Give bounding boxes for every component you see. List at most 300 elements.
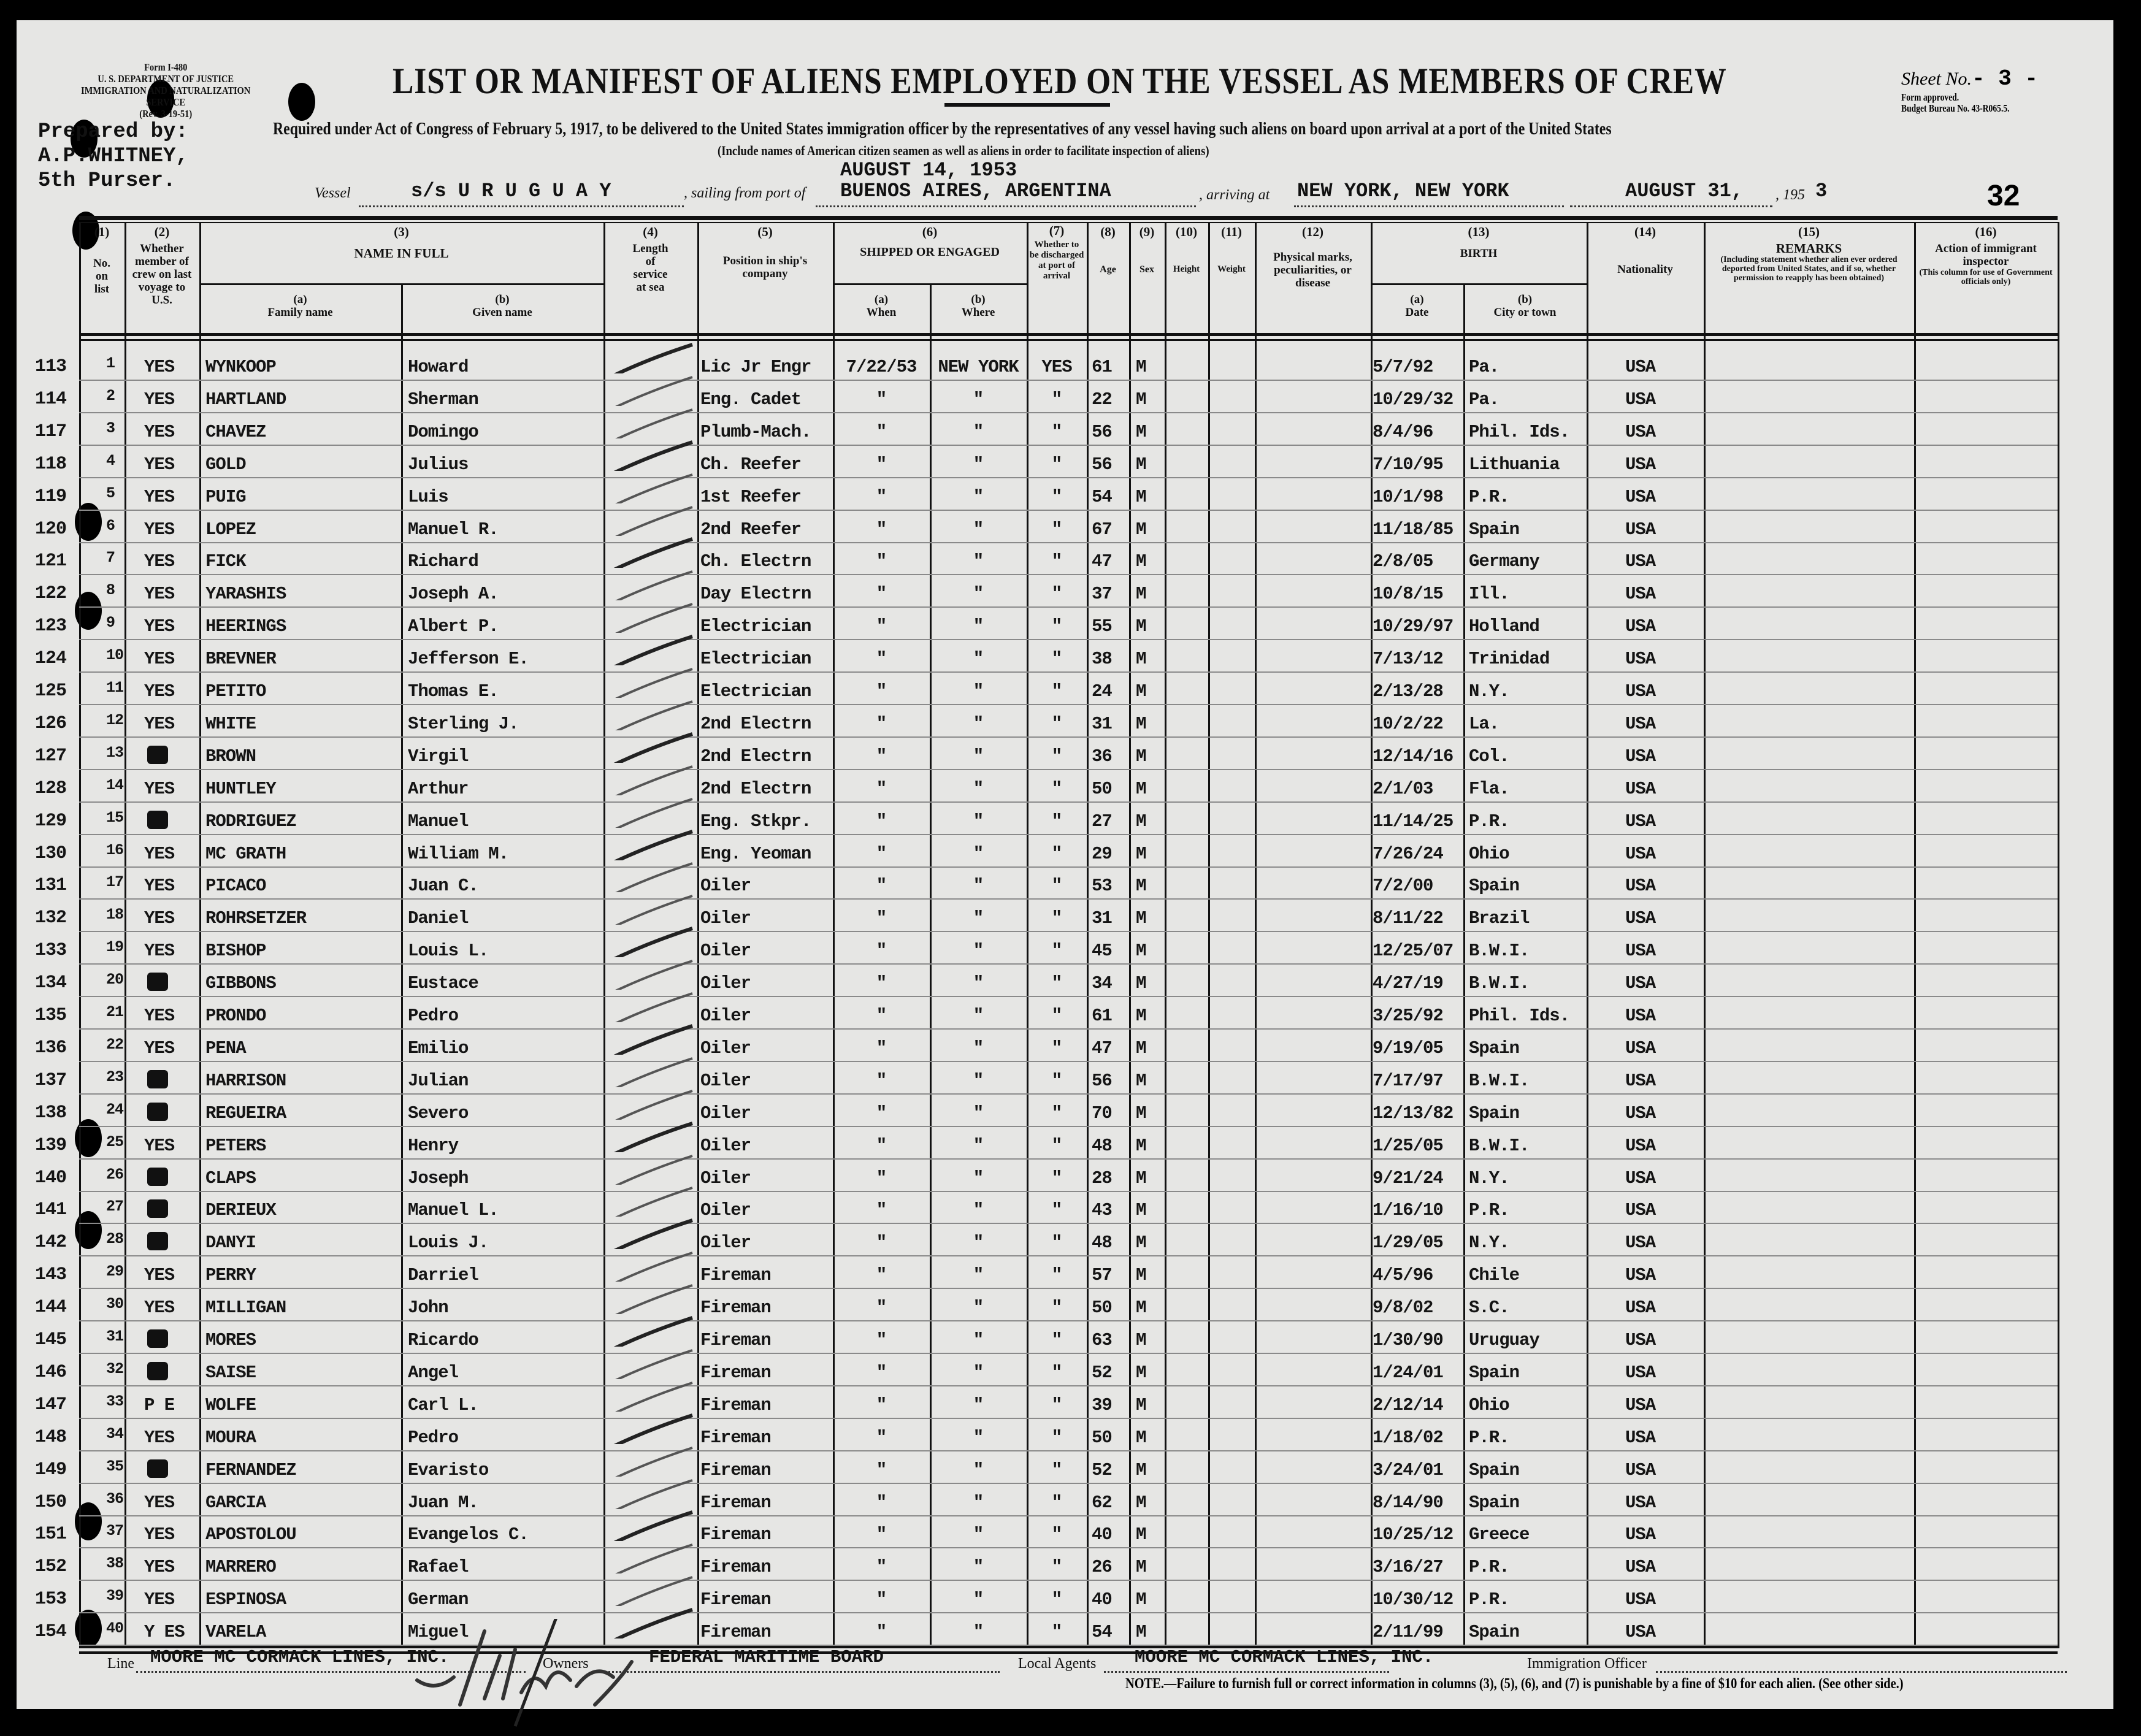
- list-number: 2: [106, 386, 115, 405]
- department: U. S. DEPARTMENT OF JUSTICE: [98, 73, 234, 85]
- shipped-where: ": [973, 1298, 984, 1318]
- birth-date: 12/25/07: [1373, 941, 1454, 962]
- shipped-where: ": [973, 1200, 984, 1221]
- sheet-value: - 3 -: [1971, 66, 2039, 91]
- birth-city: Fla.: [1469, 778, 1509, 799]
- list-number: 28: [106, 1230, 124, 1248]
- given-name: Pedro: [408, 1427, 459, 1448]
- position: Fireman: [700, 1427, 771, 1448]
- local-agents: MOORE MC CORMACK LINES, INC.: [1135, 1647, 1434, 1667]
- sailing-date: AUGUST 14, 1953: [840, 159, 1017, 182]
- shipped-where: ": [973, 1589, 984, 1610]
- sheet-number: [1901, 66, 2038, 91]
- position: Fireman: [700, 1524, 771, 1545]
- birth-date: 2/8/05: [1373, 551, 1433, 572]
- shipped-where: ": [973, 486, 984, 507]
- position: Ch. Reefer: [700, 454, 802, 475]
- position: Oiler: [700, 1103, 751, 1123]
- pen-check-mark: [603, 1217, 695, 1249]
- birth-date: 2/11/99: [1373, 1622, 1443, 1643]
- shipped-when: ": [876, 616, 887, 637]
- birth-city: P.R.: [1469, 1557, 1509, 1578]
- shipped-where: ": [973, 616, 984, 637]
- family-name: GARCIA: [205, 1492, 266, 1513]
- birth-city: Brazil: [1469, 908, 1530, 929]
- col-header-family-name: [199, 293, 401, 319]
- previous-voyage: YES: [144, 713, 175, 734]
- birth-city: Ill.: [1469, 584, 1509, 605]
- age: 48: [1092, 1233, 1112, 1253]
- table-row: [35, 963, 2058, 997]
- given-name: German: [408, 1589, 469, 1610]
- family-name: BISHOP: [205, 941, 266, 962]
- table-row: [35, 1158, 2058, 1192]
- blotted-entry: [147, 973, 168, 991]
- family-name: PETITO: [205, 681, 266, 702]
- sex: M: [1136, 1200, 1146, 1221]
- sex: M: [1136, 876, 1146, 897]
- shipped-where: ": [973, 519, 984, 540]
- nationality: USA: [1625, 811, 1656, 832]
- nationality: USA: [1625, 1168, 1656, 1188]
- nationality: USA: [1625, 1459, 1656, 1480]
- sheet-line-number: 130: [35, 843, 67, 864]
- col-header-where: [930, 293, 1027, 319]
- list-number: 26: [106, 1165, 124, 1183]
- pen-check-mark: [603, 600, 695, 633]
- list-number: 35: [106, 1457, 124, 1475]
- sheet-line-number: 124: [35, 648, 67, 670]
- sub-col-label: When: [866, 306, 897, 319]
- shipped-when: ": [876, 1298, 887, 1318]
- sex: M: [1136, 1492, 1146, 1513]
- table-row: [35, 1255, 2058, 1289]
- shipped-where: ": [973, 778, 984, 799]
- blotted-entry: [147, 811, 168, 829]
- vessel-field-line: [359, 205, 684, 207]
- table-row: [35, 704, 2058, 738]
- position: 1st Reefer: [700, 486, 802, 507]
- list-number: 20: [106, 971, 124, 989]
- nationality: USA: [1625, 1038, 1656, 1058]
- birth-city: N.Y.: [1469, 1168, 1509, 1188]
- birth-city: B.W.I.: [1469, 1135, 1530, 1156]
- sex: M: [1136, 357, 1146, 377]
- col-number: (6): [922, 224, 938, 239]
- discharge-at-port: ": [1051, 876, 1062, 897]
- position: 2nd Electrn: [700, 713, 811, 734]
- sex: M: [1136, 908, 1146, 929]
- pen-check-mark: [603, 1508, 695, 1541]
- sheet-line-number: 131: [35, 875, 67, 897]
- birth-date: 2/12/14: [1373, 1394, 1443, 1415]
- sheet-line-number: 134: [35, 973, 67, 994]
- previous-voyage: YES: [144, 551, 175, 572]
- sub-col-label: Where: [961, 306, 995, 319]
- family-name: CLAPS: [205, 1168, 256, 1188]
- sheet-line-number: 145: [35, 1329, 67, 1350]
- table-row: [35, 898, 2058, 932]
- shipped-where: ": [973, 1103, 984, 1123]
- nationality: USA: [1625, 941, 1656, 962]
- list-number: 36: [106, 1489, 124, 1508]
- list-number: 24: [106, 1100, 124, 1118]
- previous-voyage: YES: [144, 778, 175, 799]
- col-header-prev-voyage: [124, 226, 199, 307]
- list-number: 39: [106, 1587, 124, 1605]
- shipped-where: ": [973, 973, 984, 994]
- family-name: GOLD: [205, 454, 246, 475]
- table-row: [35, 1126, 2058, 1160]
- col-header-name: [199, 226, 603, 260]
- col-label: No. on list: [93, 257, 110, 296]
- pen-check-mark: [603, 1444, 695, 1477]
- sex: M: [1136, 649, 1146, 670]
- pen-check-mark: [603, 1055, 695, 1087]
- immigration-officer-label: Immigration Officer: [1527, 1656, 1647, 1672]
- family-name: GIBBONS: [205, 973, 276, 994]
- sheet-line-number: 118: [35, 453, 67, 475]
- family-name: CHAVEZ: [205, 421, 266, 442]
- nationality: USA: [1625, 1557, 1656, 1578]
- sub-col-letter: (b): [971, 293, 986, 306]
- pen-check-mark: [603, 925, 695, 957]
- pen-check-mark: [603, 828, 695, 860]
- col-number: (7): [1049, 223, 1065, 238]
- birth-date: 5/7/92: [1373, 357, 1433, 377]
- given-name: Ricardo: [408, 1330, 478, 1350]
- shipped-where: ": [973, 1557, 984, 1578]
- position: Eng. Cadet: [700, 389, 802, 410]
- shipped-when: ": [876, 941, 887, 962]
- shipped-when: ": [876, 843, 887, 864]
- shipped-where: ": [973, 876, 984, 897]
- previous-voyage: YES: [144, 486, 175, 507]
- sex: M: [1136, 1330, 1146, 1350]
- subtitle: Required under Act of Congress of February 5, 1917, to be delivered to the United States immigration officer by the representatives of any vessel having such aliens on board upon arrival at a port of the United States: [273, 119, 1612, 139]
- col-number: (4): [643, 224, 658, 239]
- shipped-when: ": [876, 1589, 887, 1610]
- col-label: Action of immigrant inspector: [1935, 242, 2037, 268]
- form-identifier: [80, 61, 252, 120]
- given-name: William M.: [408, 843, 509, 864]
- age: 27: [1092, 811, 1112, 832]
- blotted-entry: [147, 1070, 168, 1088]
- family-name: APOSTOLOU: [205, 1524, 296, 1545]
- position: 2nd Reefer: [700, 519, 802, 540]
- shipped-where: ": [973, 649, 984, 670]
- sheet-line-number: 121: [35, 551, 67, 572]
- previous-voyage: YES: [144, 1524, 175, 1545]
- discharge-at-port: ": [1051, 1330, 1062, 1350]
- birth-date: 4/27/19: [1373, 973, 1443, 994]
- page-title: LIST OR MANIFEST OF ALIENS EMPLOYED ON THE VESSEL AS MEMBERS OF CREW: [393, 61, 1727, 101]
- given-name: Manuel R.: [408, 519, 499, 540]
- table-row: [35, 639, 2058, 673]
- list-number: 18: [106, 906, 124, 924]
- birth-city: P.R.: [1469, 1427, 1509, 1448]
- position: Oiler: [700, 941, 751, 962]
- family-name: YARASHIS: [205, 584, 286, 605]
- list-number: 29: [106, 1263, 124, 1281]
- nationality: USA: [1625, 1492, 1656, 1513]
- pen-check-mark: [603, 1314, 695, 1347]
- birth-city: Pa.: [1469, 389, 1499, 410]
- given-name: Louis J.: [408, 1233, 489, 1253]
- age: 29: [1092, 843, 1112, 864]
- family-name: DANYI: [205, 1233, 256, 1253]
- list-number: 32: [106, 1359, 124, 1378]
- position: Ch. Electrn: [700, 551, 811, 572]
- nationality: USA: [1625, 1200, 1656, 1221]
- sex: M: [1136, 1589, 1146, 1610]
- col-header-physical-marks: [1255, 226, 1371, 289]
- shipped-where: ": [973, 551, 984, 572]
- position: Oiler: [700, 973, 751, 994]
- table-row: [35, 1028, 2058, 1062]
- shipped-when: ": [876, 584, 887, 605]
- discharge-at-port: ": [1051, 1038, 1062, 1058]
- family-name: RODRIGUEZ: [205, 811, 296, 832]
- age: 50: [1092, 1298, 1112, 1318]
- table-row: [35, 347, 2058, 381]
- birth-date: 10/30/12: [1373, 1589, 1454, 1610]
- birth-date: 7/26/24: [1373, 843, 1443, 864]
- nationality: USA: [1625, 1103, 1656, 1123]
- shipped-when: ": [876, 421, 887, 442]
- nationality: USA: [1625, 1265, 1656, 1286]
- sheet-line-number: 139: [35, 1134, 67, 1156]
- age: 38: [1092, 649, 1112, 670]
- sex: M: [1136, 1459, 1146, 1480]
- birth-date: 8/14/90: [1373, 1492, 1443, 1513]
- age: 56: [1092, 421, 1112, 442]
- family-name: HARRISON: [205, 1070, 286, 1091]
- sheet-line-number: 152: [35, 1556, 67, 1578]
- previous-voyage: YES: [144, 681, 175, 702]
- table-row: [35, 1450, 2058, 1484]
- birth-date: 10/29/32: [1373, 389, 1454, 410]
- birth-city: Holland: [1469, 616, 1539, 637]
- given-name: Daniel: [408, 908, 469, 929]
- nationality: USA: [1625, 616, 1656, 637]
- birth-city: N.Y.: [1469, 1233, 1509, 1253]
- discharge-at-port: ": [1051, 843, 1062, 864]
- family-name: MILLIGAN: [205, 1298, 286, 1318]
- pen-check-mark: [603, 1120, 695, 1152]
- family-name: HUNTLEY: [205, 778, 276, 799]
- age: 31: [1092, 908, 1112, 929]
- shipped-where: ": [973, 843, 984, 864]
- nationality: USA: [1625, 1524, 1656, 1545]
- pen-check-mark: [603, 438, 695, 471]
- sex: M: [1136, 746, 1146, 767]
- sub-col-letter: (a): [293, 293, 307, 306]
- age: 47: [1092, 551, 1112, 572]
- col-label: NAME IN FULL: [354, 246, 449, 261]
- birth-city: Spain: [1469, 1492, 1520, 1513]
- col-number: (1): [94, 224, 110, 239]
- shipped-where: ": [973, 1362, 984, 1383]
- position: Fireman: [700, 1298, 771, 1318]
- preparer-name: A.P.WHITNEY,: [38, 145, 188, 168]
- birth-city: Greece: [1469, 1524, 1530, 1545]
- pen-check-mark: [603, 1477, 695, 1509]
- birth-city: Germany: [1469, 551, 1539, 572]
- sheet-line-number: 137: [35, 1069, 67, 1091]
- birth-date: 12/14/16: [1373, 746, 1454, 767]
- previous-voyage: YES: [144, 843, 175, 864]
- shipped-when: ": [876, 908, 887, 929]
- given-name: Luis: [408, 486, 448, 507]
- position: Electrician: [700, 681, 811, 702]
- sex: M: [1136, 811, 1146, 832]
- pen-check-mark: [603, 1282, 695, 1314]
- list-number: 5: [106, 484, 115, 502]
- discharge-at-port: ": [1051, 1070, 1062, 1091]
- shipped-where: ": [973, 1622, 984, 1643]
- table-row: [35, 801, 2058, 835]
- sex: M: [1136, 1557, 1146, 1578]
- shipped-when: ": [876, 649, 887, 670]
- given-name: Rafael: [408, 1557, 469, 1578]
- discharge-at-port: ": [1051, 811, 1062, 832]
- sheet-line-number: 132: [35, 908, 67, 929]
- list-number: 10: [106, 646, 124, 665]
- col-label: Position in ship's company: [722, 254, 808, 280]
- blotted-entry: [147, 1459, 168, 1478]
- pen-check-mark: [603, 1541, 695, 1573]
- position: Oiler: [700, 876, 751, 897]
- sex: M: [1136, 941, 1146, 962]
- position: Lic Jr Engr: [700, 357, 811, 377]
- previous-voyage: YES: [144, 1135, 175, 1156]
- sub-col-letter: (a): [1410, 293, 1424, 306]
- nationality: USA: [1625, 843, 1656, 864]
- list-number: 19: [106, 938, 124, 957]
- shipped-when: ": [876, 1038, 887, 1058]
- shipped-when: ": [876, 1459, 887, 1480]
- previous-voyage: YES: [144, 1038, 175, 1058]
- col-header-birth-city: [1463, 293, 1587, 319]
- discharge-at-port: ": [1051, 454, 1062, 475]
- blotted-entry: [147, 1199, 168, 1218]
- sex: M: [1136, 616, 1146, 637]
- age: 56: [1092, 1070, 1112, 1091]
- sex: M: [1136, 389, 1146, 410]
- nationality: USA: [1625, 1622, 1656, 1643]
- list-number: 7: [106, 549, 115, 567]
- sheet-line-number: 148: [35, 1426, 67, 1448]
- age: 24: [1092, 681, 1112, 702]
- previous-voyage: YES: [144, 876, 175, 897]
- nationality: USA: [1625, 584, 1656, 605]
- vessel-name: s/s U R U G U A Y: [411, 180, 611, 202]
- shipped-where: ": [973, 1038, 984, 1058]
- shipped-where: NEW YORK: [938, 357, 1019, 377]
- position: Oiler: [700, 1168, 751, 1188]
- given-name: Emilio: [408, 1038, 469, 1058]
- pen-check-mark: [603, 1022, 695, 1055]
- shipped-when: ": [876, 1233, 887, 1253]
- birth-date: 7/2/00: [1373, 876, 1433, 897]
- discharge-at-port: ": [1051, 681, 1062, 702]
- list-number: 11: [106, 679, 124, 697]
- age: 48: [1092, 1135, 1112, 1156]
- discharge-at-port: YES: [1041, 357, 1072, 377]
- discharge-at-port: ": [1051, 746, 1062, 767]
- position: Fireman: [700, 1459, 771, 1480]
- shipped-when: ": [876, 681, 887, 702]
- position: Fireman: [700, 1330, 771, 1350]
- pen-check-mark: [603, 1184, 695, 1217]
- list-number: 33: [106, 1392, 124, 1410]
- given-name: Juan C.: [408, 876, 478, 897]
- birth-city: Spain: [1469, 1038, 1520, 1058]
- nationality: USA: [1625, 1427, 1656, 1448]
- col-header-height: [1165, 226, 1208, 276]
- previous-voyage: YES: [144, 941, 175, 962]
- sex: M: [1136, 843, 1146, 864]
- nationality: USA: [1625, 1070, 1656, 1091]
- age: 63: [1092, 1330, 1112, 1350]
- list-number: 13: [106, 743, 124, 762]
- table-row: [35, 1483, 2058, 1516]
- shipped-where: ": [973, 584, 984, 605]
- previous-voyage: YES: [144, 357, 175, 377]
- family-name: HEERINGS: [205, 616, 286, 637]
- col-label: Age: [1100, 264, 1116, 275]
- nationality: USA: [1625, 681, 1656, 702]
- birth-date: 10/2/22: [1373, 713, 1443, 734]
- col-sublabel: (This column for use of Government officials only): [1919, 268, 2053, 286]
- previous-voyage: YES: [144, 1298, 175, 1318]
- shipped-when: ": [876, 1168, 887, 1188]
- pen-check-mark: [603, 860, 695, 892]
- table-row: [35, 1223, 2058, 1256]
- shipped-when: ": [876, 973, 887, 994]
- table-row: [35, 1580, 2058, 1613]
- birth-city: Spain: [1469, 876, 1520, 897]
- shipped-where: ": [973, 421, 984, 442]
- previous-voyage: YES: [144, 1427, 175, 1448]
- list-number: 17: [106, 873, 124, 892]
- column-rule: [2058, 222, 2059, 1648]
- blotted-entry: [147, 1362, 168, 1380]
- discharge-at-port: ": [1051, 1622, 1062, 1643]
- owners-label: Owners: [543, 1656, 589, 1672]
- header-bottom-rule-thin: [79, 339, 2058, 341]
- shipped-where: ": [973, 454, 984, 475]
- birth-date: 9/21/24: [1373, 1168, 1443, 1188]
- table-row: [35, 834, 2058, 868]
- discharge-at-port: ": [1051, 584, 1062, 605]
- shipped-when: ": [876, 551, 887, 572]
- nationality: USA: [1625, 421, 1656, 442]
- given-name: Albert P.: [408, 616, 499, 637]
- age: 37: [1092, 584, 1112, 605]
- birth-city: Uruguay: [1469, 1330, 1539, 1350]
- nationality: USA: [1625, 713, 1656, 734]
- pen-check-mark: [603, 892, 695, 925]
- col-label: Length of service at sea: [632, 242, 668, 294]
- sheet-line-number: 125: [35, 681, 67, 702]
- family-name: ESPINOSA: [205, 1589, 286, 1610]
- birth-city: Col.: [1469, 746, 1509, 767]
- list-number: 8: [106, 581, 115, 600]
- birth-date: 1/25/05: [1373, 1135, 1443, 1156]
- sheet-label: Sheet No.: [1901, 69, 1972, 89]
